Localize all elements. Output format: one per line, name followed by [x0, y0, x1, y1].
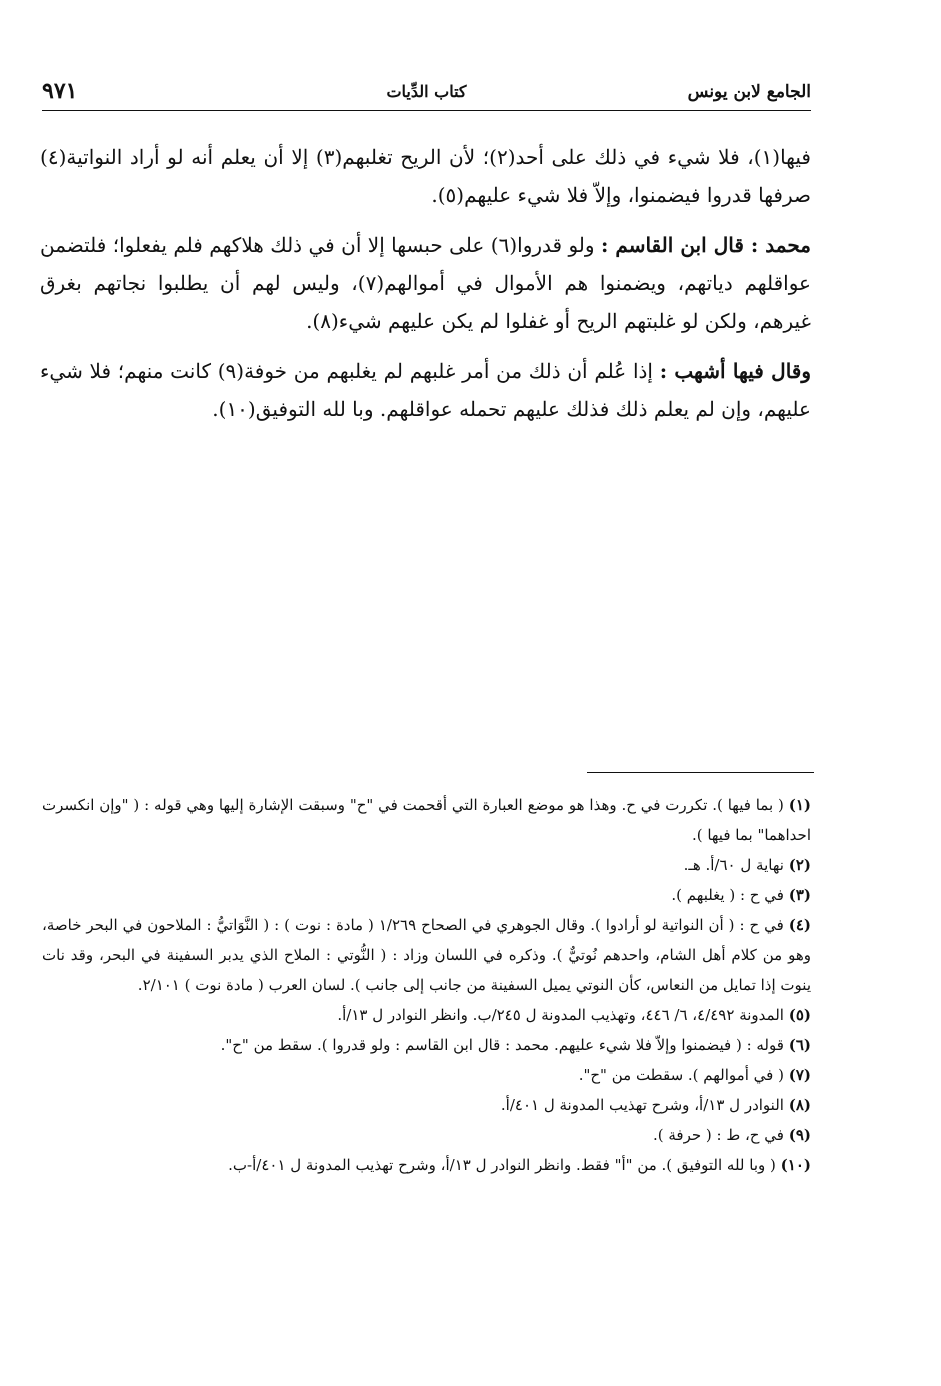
- footnote: [42, 1030, 811, 1060]
- footnote-number: (٩): [788, 1126, 811, 1144]
- footnote-text: ( وبا لله التوفيق ). من "أ" فقط. وانظر النوادر ل ١٣/أ، وشرح تهذيب المدونة ل ٤٠١/أ-ب.: [228, 1156, 776, 1174]
- footnote-text: في ح : ( أن النواتية لو أرادوا ). وقال الجوهري في الصحاح ١/٢٦٩ ( مادة : نوت ) : ( النَّوَاتيُّ : الملاحون في البحر خاصة، وهو من كلام أهل الشام، واحدهم نُوتيٌّ ). وذكره في اللسان وزاد : ( النُّوتي : الملاح الذي يدبر السفينة في البحر، وقد نات ينوت إذا تمايل من النعاس، كأن النوتي يميل السفينة من جانب إلى جانب ). لسان العرب ( مادة نوت ) ٢/١٠١.: [42, 916, 811, 994]
- footnotes: [42, 790, 811, 1180]
- footnote: [42, 1150, 811, 1180]
- footnote-number: (٢): [788, 856, 811, 874]
- paragraph-text: إذا عُلم أن ذلك من أمر غلبهم لم يغلبهم من خوفة(٩) كانت منهم؛ فلا شيء عليهم، وإن لم يعلم ذلك فذلك عليهم تحمله عواقلهم. وبا لله التوفيق(١٠).: [40, 359, 811, 421]
- footnote-number: (١٠): [780, 1156, 811, 1174]
- paragraph: [40, 138, 811, 214]
- book-title: الجامع لابن يونس: [687, 82, 811, 102]
- footnote-text: ( بما فيها ). تكررت في ح. وهذا هو موضع العبارة التي أقحمت في "ح" وسبقت الإشارة إليها وهي قوله : ( "وإن انكسرت احداهما" بما فيها ).: [42, 796, 811, 844]
- footnote: [42, 910, 811, 1000]
- footnote-number: (٦): [788, 1036, 811, 1054]
- main-text: [40, 138, 811, 440]
- footnote-text: النوادر ل ١٣/أ، وشرح تهذيب المدونة ل ٤٠١/أ.: [500, 1096, 784, 1114]
- footnote-text: قوله : ( فيضمنوا وإلاّ فلا شيء عليهم. محمد : قال ابن القاسم : ولو قدروا ). سقط من "ح".: [220, 1036, 784, 1054]
- chapter-title: كتاب الدِّيات: [386, 82, 467, 101]
- paragraph-lead: وقال فيها أشهب :: [659, 359, 812, 383]
- running-header: [42, 78, 811, 112]
- paragraph: [40, 352, 811, 428]
- header-rule: [42, 110, 811, 111]
- footnote-number: (٧): [788, 1066, 811, 1084]
- paragraph-lead: محمد : قال ابن القاسم :: [600, 233, 811, 257]
- footnote-text: في ح : ( يغلبهم ).: [671, 886, 784, 904]
- footnote: [42, 1060, 811, 1090]
- paragraph-text: فيها(١)، فلا شيء في ذلك على أحد(٢)؛ لأن الريح تغلبهم(٣) إلا أن يعلم أنه لو أراد النواتية(٤) صرفها قدروا فيضمنوا، وإلاّ فلا شيء عليهم(٥).: [40, 145, 811, 207]
- paragraph-text: ولو قدروا(٦) على حبسها إلا أن في ذلك هلاكهم فلم يفعلوا؛ فلتضمن عواقلهم دياتهم، ويضمنوا هم الأموال في أموالهم(٧)، وليس لهم أن يطلبوا نجاتهم بغرق غيرهم، ولكن لو غلبتهم الريح أو غفلوا لم يكن عليهم شيء(٨).: [40, 233, 811, 333]
- footnote: [42, 850, 811, 880]
- footnote-number: (٨): [788, 1096, 811, 1114]
- footnote-separator: [587, 772, 814, 773]
- page-number: ٩٧١: [42, 78, 78, 104]
- footnote: [42, 1000, 811, 1030]
- footnote-number: (٥): [788, 1006, 811, 1024]
- footnote-number: (٣): [788, 886, 811, 904]
- footnote-text: ( في أموالهم ). سقطت من "ح".: [578, 1066, 784, 1084]
- paragraph: [40, 226, 811, 340]
- footnote-number: (٤): [788, 916, 811, 934]
- footnote: [42, 880, 811, 910]
- footnote-text: نهاية ل ٦٠/أ. هـ.: [683, 856, 784, 874]
- footnote-number: (١): [788, 796, 811, 814]
- footnote: [42, 790, 811, 850]
- footnote-text: في ح، ط : ( حرفة ).: [652, 1126, 784, 1144]
- footnote: [42, 1090, 811, 1120]
- footnote-text: المدونة ٤/٤٩٢، ٦/ ٤٤٦، وتهذيب المدونة ل ٢٤٥/ب. وانظر النوادر ل ١٣/أ.: [337, 1006, 784, 1024]
- footnote: [42, 1120, 811, 1150]
